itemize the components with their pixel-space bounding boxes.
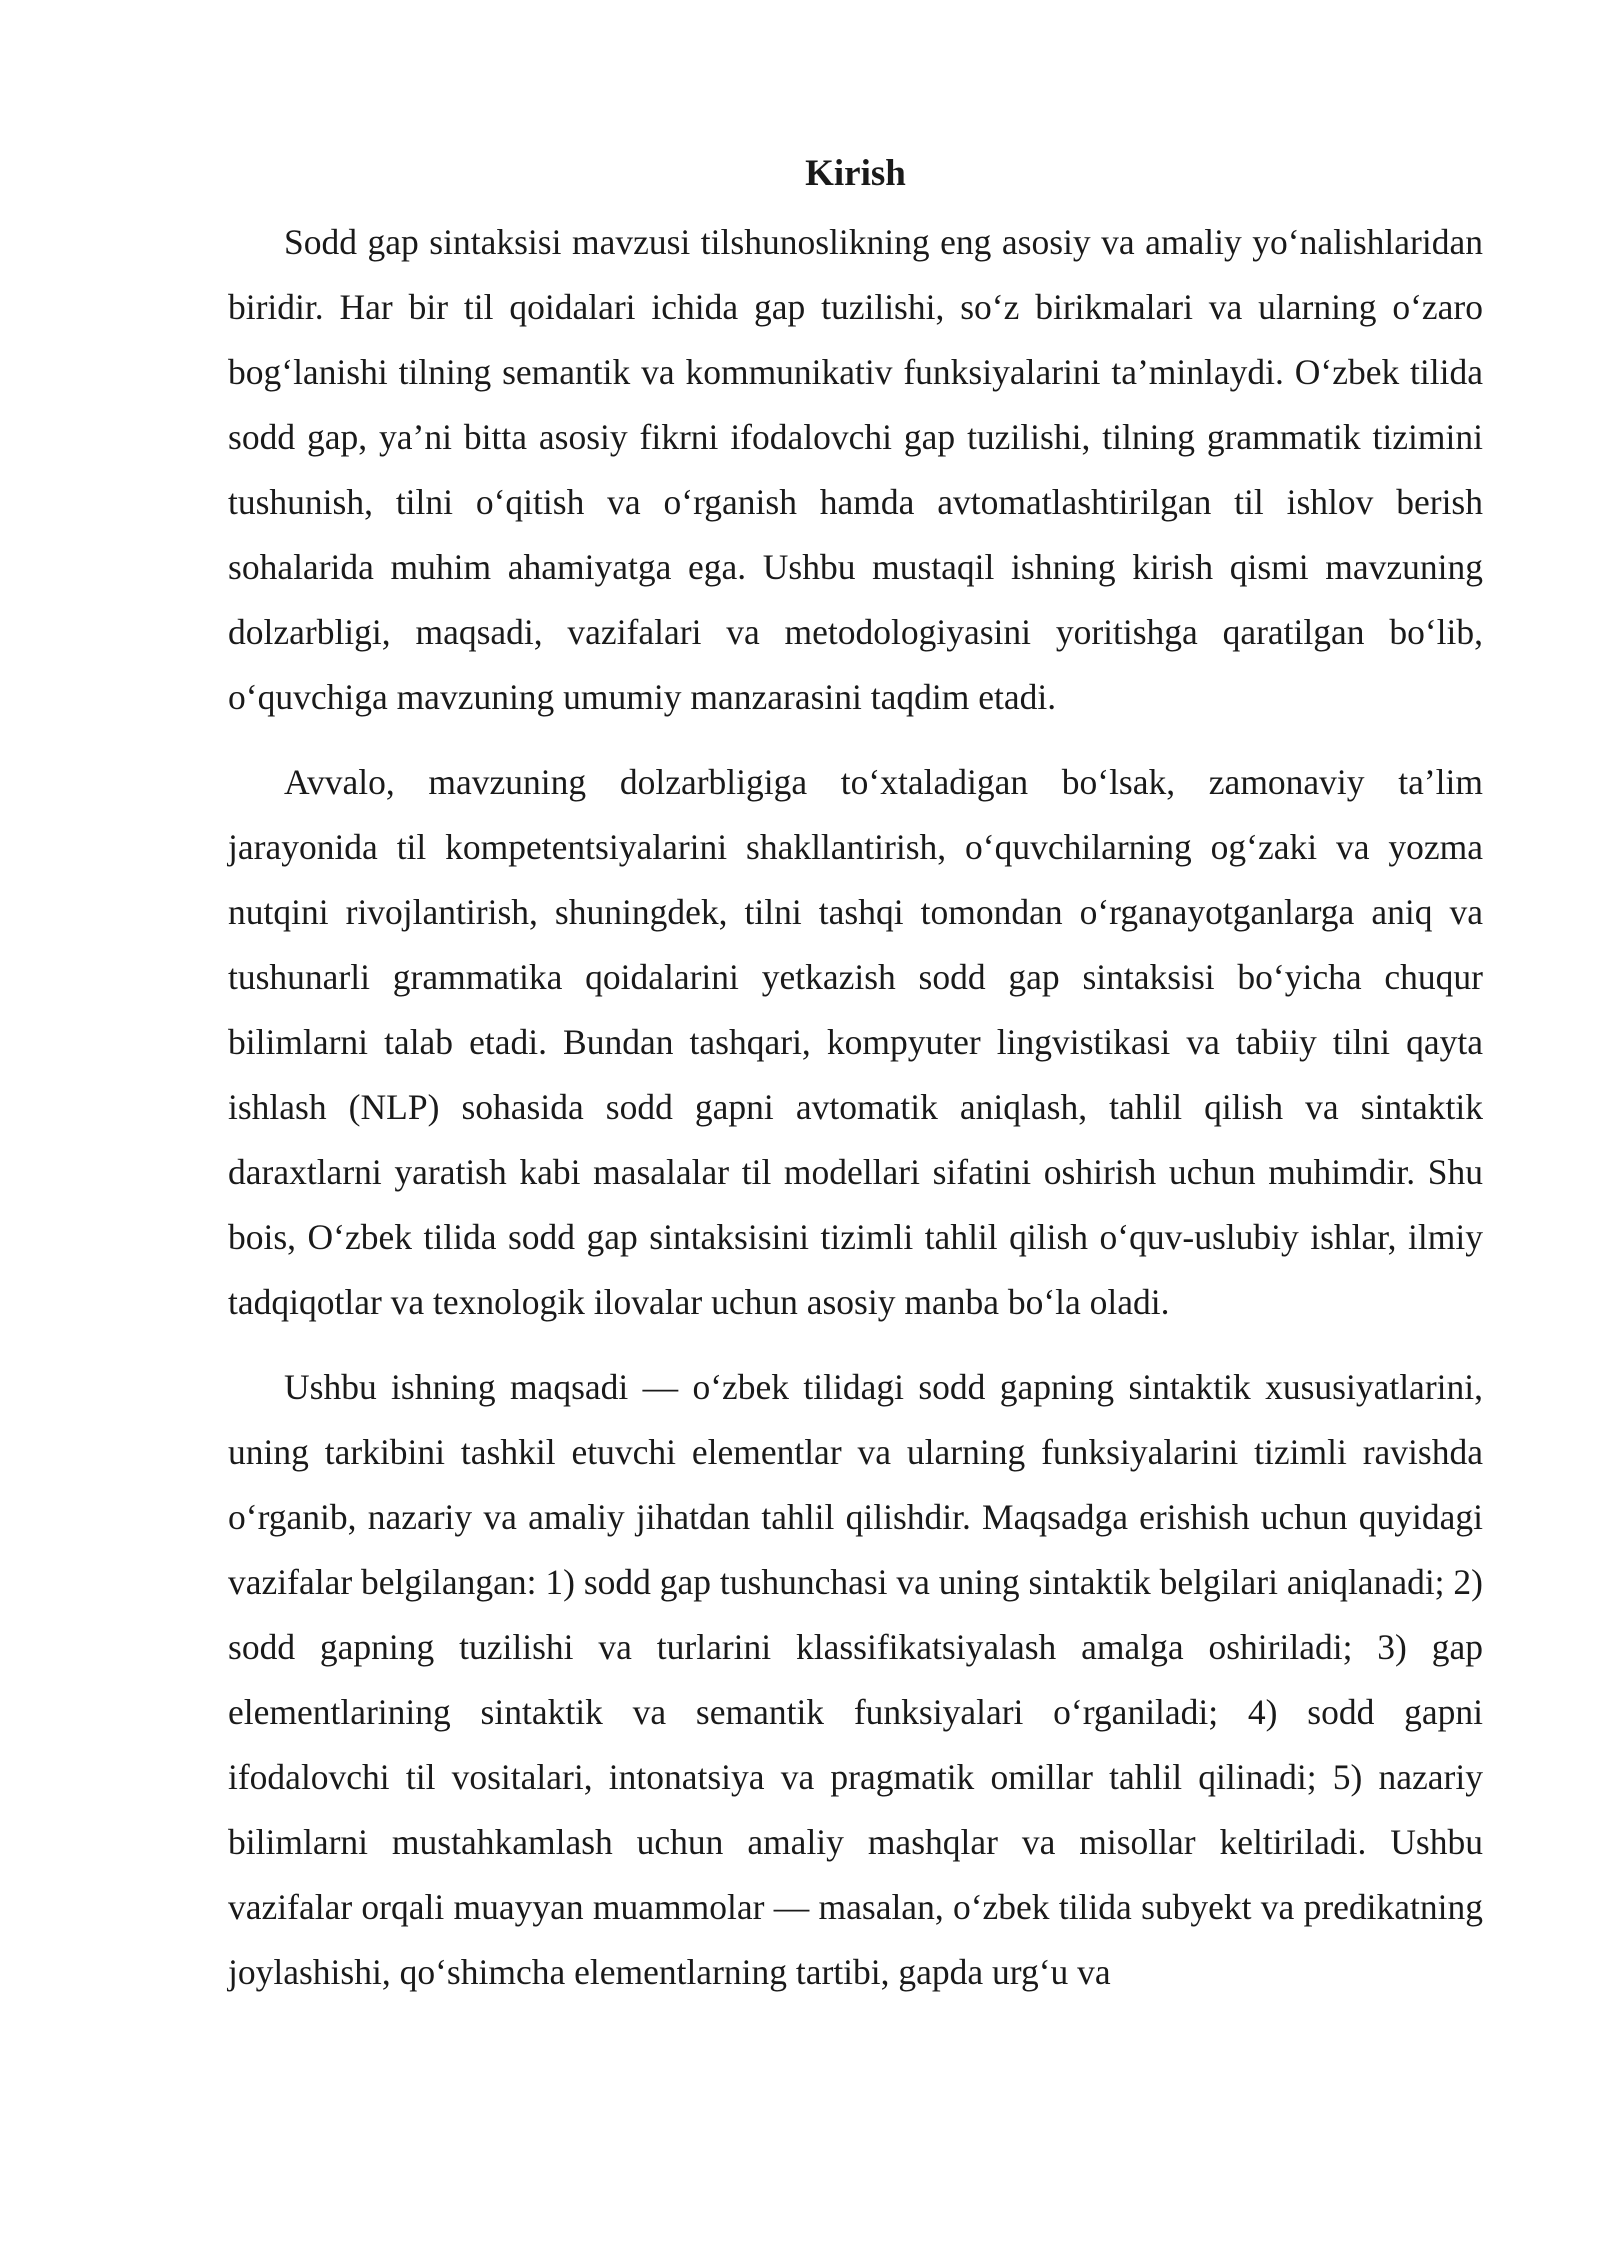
paragraph-goals: Ushbu ishning maqsadi — o‘zbek tilidagi sodd gapning sintaktik xususiyatlarini, uning tarkibini tashkil etuvchi elementlar va ularning funksiyalarini tizimli ravishda o‘rganib, nazariy va amaliy jihatdan tahlil qilishdir. Maqsadga erishish uchun quyidagi vazifalar belgilangan: 1) sodd gap tushunchasi va uning sintaktik belgilari aniqlanadi; 2) sodd gapning tuzilishi va turlarini klassifikatsiyalash amalga oshiriladi; 3) gap elementlarining sintaktik va semantik funksiyalari o‘rganiladi; 4) sodd gapni ifodalovchi til vositalari, intonatsiya va pragmatik omillar tahlil qilinadi; 5) nazariy bilimlarni mustahkamlash uchun amaliy mashqlar va misollar keltiriladi. Ushbu vazifalar orqali muayyan muammolar — masalan, o‘zbek tilida subyekt va predikatning joylashishi, qo‘shimcha elementlarning tartibi, gapda urg‘u va	[228, 1367, 1483, 1992]
section-title: Kirish	[805, 153, 906, 194]
paragraph-intro: Sodd gap sintaksisi mavzusi tilshunoslikning eng asosiy va amaliy yo‘nalishlaridan biridir. Har bir til qoidalari ichida gap tuzilishi, so‘z birikmalari va ularning o‘zaro bog‘lanishi tilning semantik va kommunikativ funksiyalarini ta’minlaydi. O‘zbek tilida sodd gap, ya’ni bitta asosiy fikrni ifodalovchi gap tuzilishi, tilning grammatik tizimini tushunish, tilni o‘qitish va o‘rganish hamda avtomatlashtirilgan til ishlov berish sohalarida muhim ahamiyatga ega. Ushbu mustaqil ishning kirish qismi mavzuning dolzarbligi, maqsadi, vazifalari va metodologiyasini yoritishga qaratilgan bo‘lib, o‘quvchiga mavzuning umumiy manzarasini taqdim etadi.	[228, 222, 1483, 717]
document-body	[228, 148, 1483, 2025]
paragraph-relevance: Avvalo, mavzuning dolzarbligiga to‘xtaladigan bo‘lsak, zamonaviy ta’lim jarayonida til kompetentsiyalarini shakllantirish, o‘quvchilarning og‘zaki va yozma nutqini rivojlantirish, shuningdek, tilni tashqi tomondan o‘rganayotganlarga aniq va tushunarli grammatika qoidalarini yetkazish sodd gap sintaksisi bo‘yicha chuqur bilimlarni talab etadi. Bundan tashqari, kompyuter lingvistikasi va tabiiy tilni qayta ishlash (NLP) sohasida sodd gapni avtomatik aniqlash, tahlil qilish va sintaktik daraxtlarni yaratish kabi masalalar til modellari sifatini oshirish uchun muhimdir. Shu bois, O‘zbek tilida sodd gap sintaksisini tizimli tahlil qilish o‘quv-uslubiy ishlar, ilmiy tadqiqotlar va texnologik ilovalar uchun asosiy manba bo‘la oladi.	[228, 762, 1483, 1322]
